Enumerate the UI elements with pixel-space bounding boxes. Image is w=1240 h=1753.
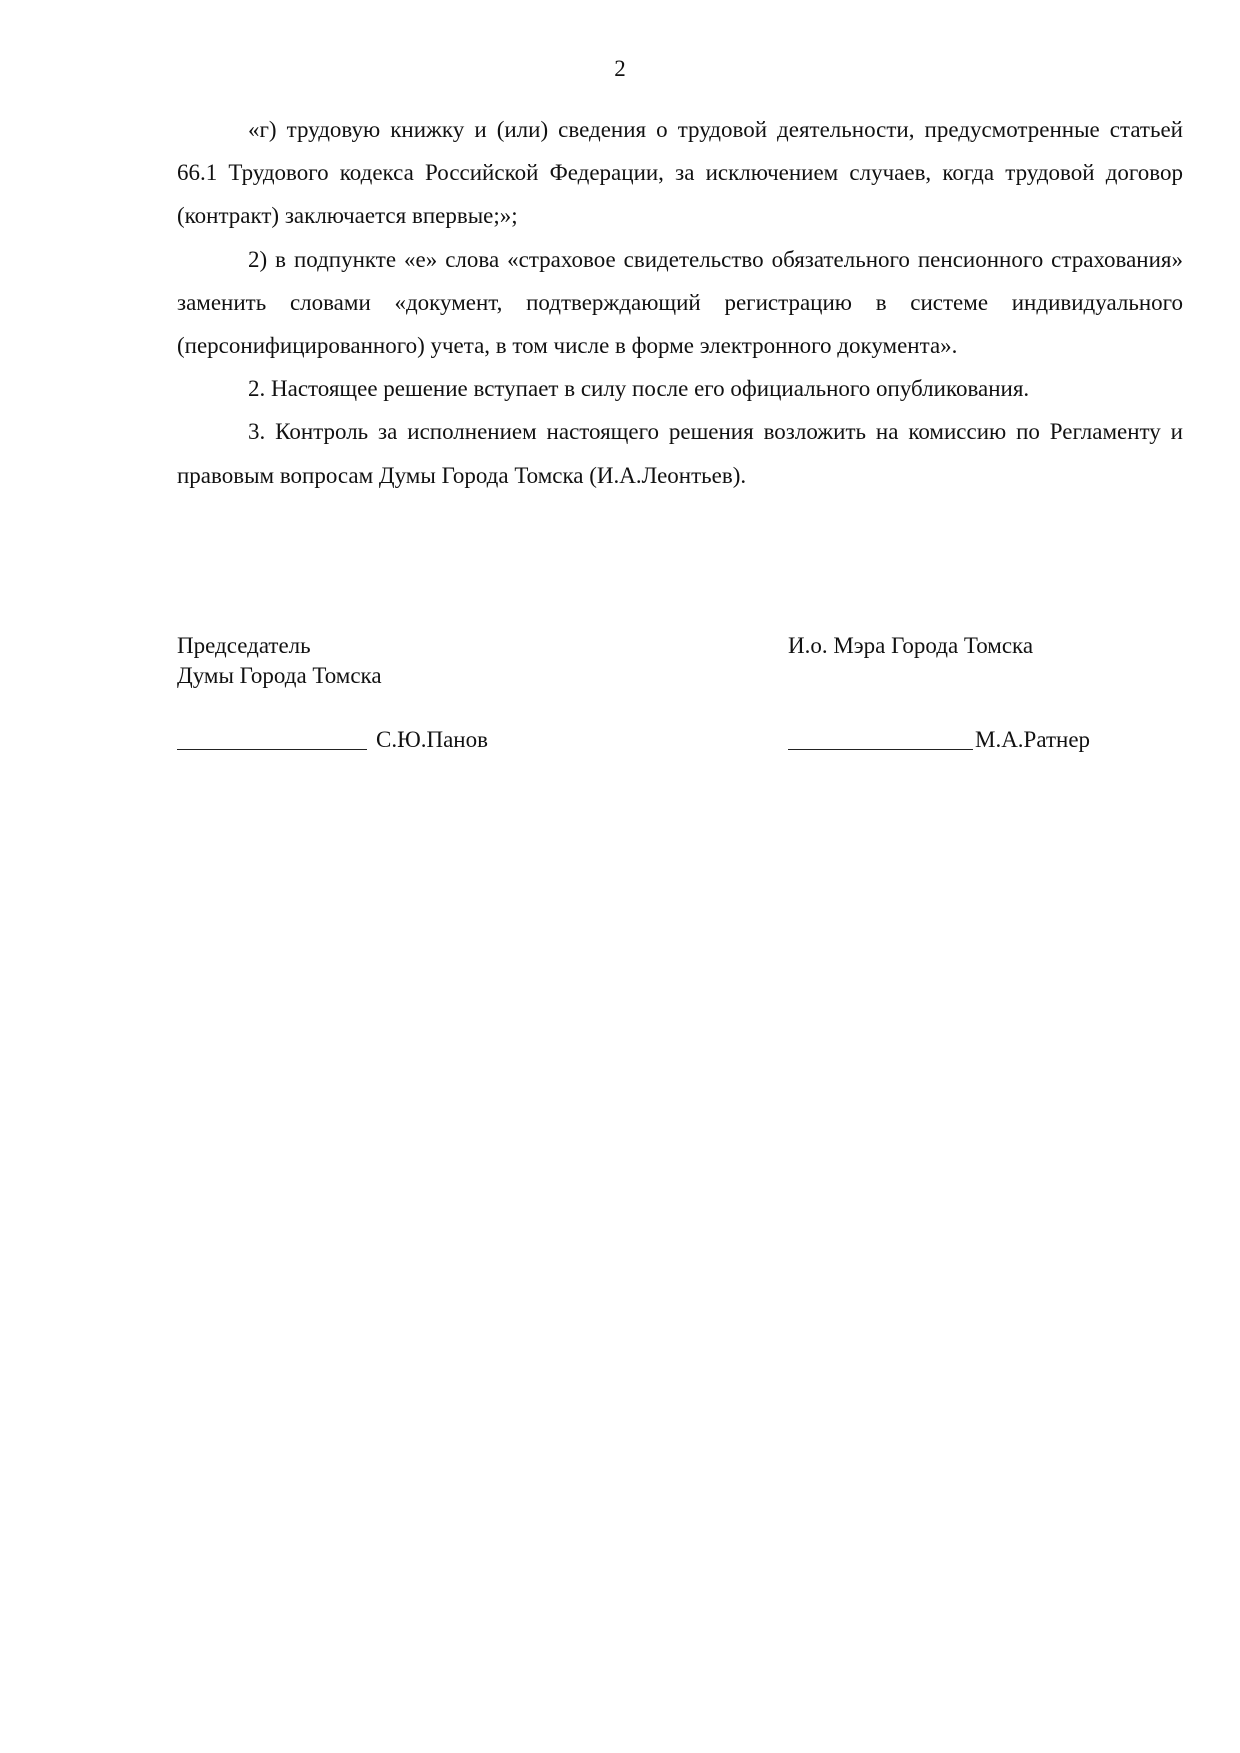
signature-left-title xyxy=(177,631,382,691)
signature-left-title-line2: Думы Города Томска xyxy=(177,663,382,688)
paragraph-item-2: 2. Настоящее решение вступает в силу после его официального опубликования. xyxy=(248,376,1030,402)
paragraph-item-3: 3. Контроль за исполнением настоящего решения возложить на комиссию по Регламенту и правовым вопросам Думы Города Томска (И.А.Леонтьев). xyxy=(177,419,1183,488)
paragraph-subitem-g: «г) трудовую книжку и (или) сведения о трудовой деятельности, предусмотренные статьей 66.1 Трудового кодекса Российской Федерации, за исключением случаев, когда трудовой договор (контракт) заключается впервые;»; xyxy=(177,117,1183,229)
signature-line-right xyxy=(788,749,973,750)
paragraph-subitem-2: 2) в подпункте «е» слова «страховое свидетельство обязательного пенсионного страхования» заменить словами «документ, подтверждающий регистрацию в системе индивидуального (персонифицированного) учета, в том числе в форме электронного документа». xyxy=(177,246,1183,359)
signature-line-left xyxy=(177,749,367,750)
signature-right-name: М.А.Ратнер xyxy=(975,727,1091,752)
signature-left-title-line1: Председатель xyxy=(177,633,311,658)
page-number: 2 xyxy=(614,56,626,81)
signature-right-title: И.о. Мэра Города Томска xyxy=(788,633,1034,658)
document-body xyxy=(177,108,1183,497)
signature-left-name: С.Ю.Панов xyxy=(376,727,488,752)
